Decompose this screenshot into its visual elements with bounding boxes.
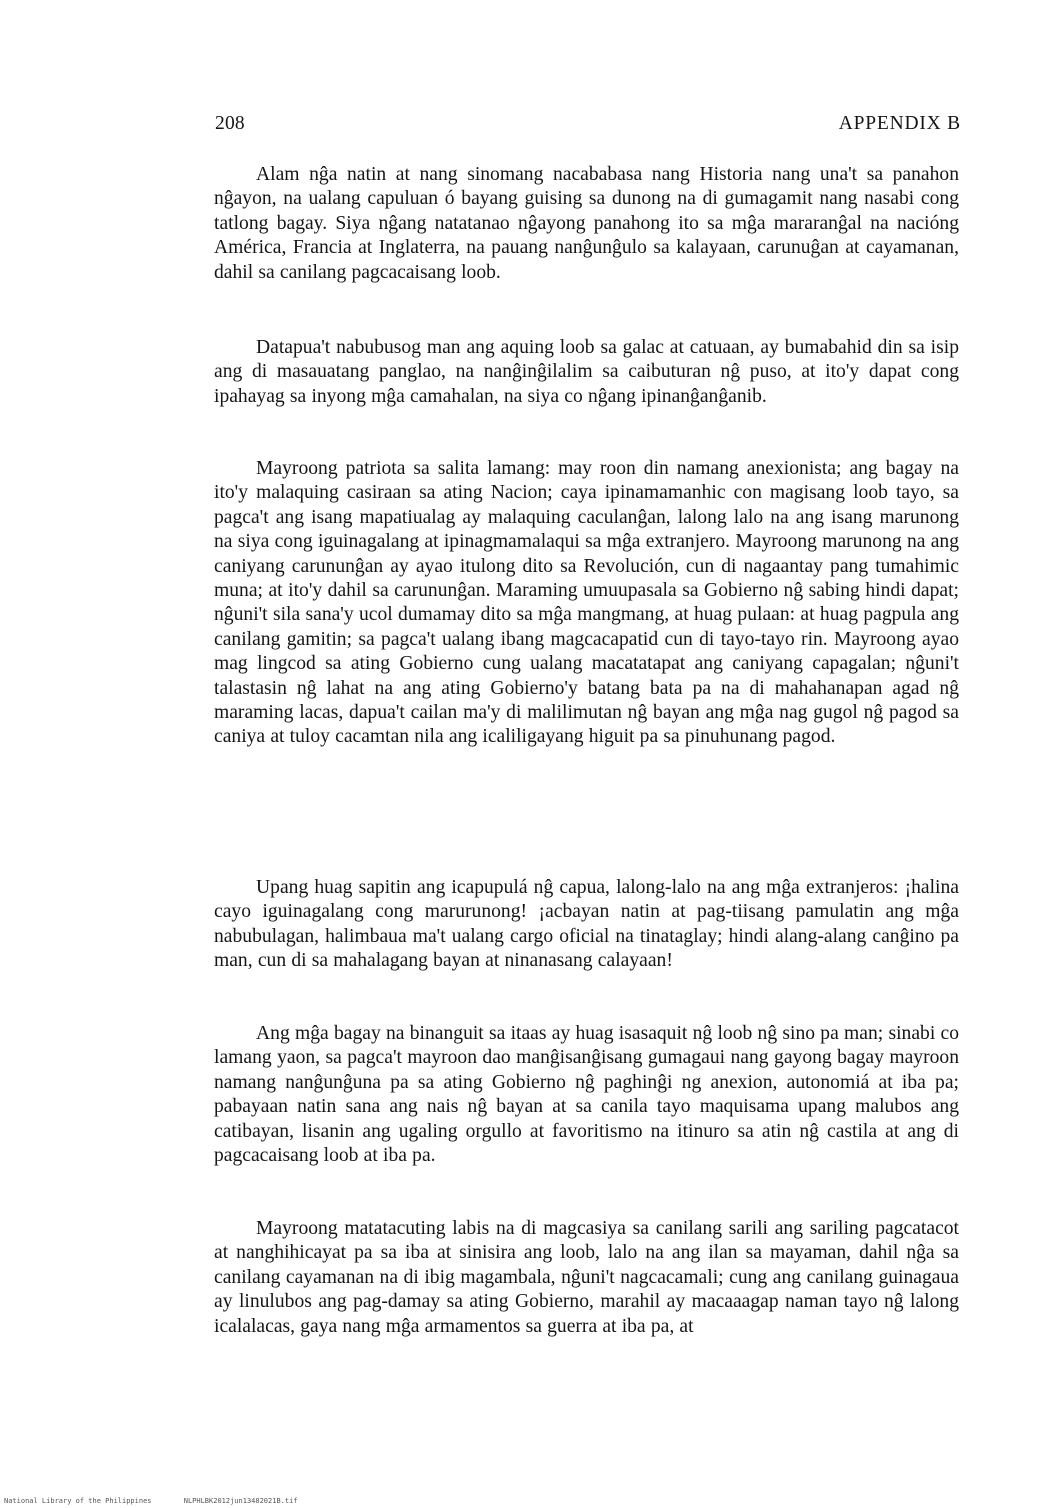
page-number: 208 — [215, 113, 245, 134]
running-head — [215, 113, 961, 143]
paragraph-5: Ang mĝa bagay na binanguit sa itaas ay huag isasaquit nĝ loob nĝ sino pa man; sinabi co lamang yaon, sa pagca't mayroon dao manĝisanĝisang gumagaui nang gayong bagay mayroon namang nanĝunĝuna pa sa ating Gobierno nĝ paghinĝi ng anexion, autonomiá at iba pa; pabayaan natin sana ang nais nĝ bayan at sa canila tayo maquisama upang malubos ang catibayan, lisanin ang ugaling orgullo at favoritismo na itinuro sa atin nĝ castila at ang di pagcacaisang loob at iba pa. — [214, 1023, 959, 1167]
paragraph-6: Mayroong matatacuting labis na di magcasiya sa canilang sarili ang sariling pagcatacot at nanghihicayat pa sa iba at sinisira ang loob, lalo na ang ilan sa mayaman, dahil nĝa sa canilang cayamanan na di ibig magambala, nĝuni't nagcacamali; cung ang canilang guinagaua ay linulubos ang pag-damay sa ating Gobierno, marahil ay macaaagap naman tayo nĝ lalong icalalacas, gaya nang mĝa armamentos sa guerra at iba pa, at — [214, 1218, 959, 1337]
footer-file-id: NLPHLBK2012jun13482021B.tif — [183, 1497, 298, 1505]
scan-footer — [4, 1497, 326, 1505]
paragraph-2: Datapua't nabubusog man ang aquing loob sa galac at catuaan, ay bumabahid din sa isip ang di masauatang panglao, na nanĝinĝilalim sa caibuturan nĝ puso, at ito'y dapat cong ipahayag sa inyong mĝa camahalan, na siya co nĝang ipinanĝanĝanib. — [214, 337, 959, 407]
section-title: APPENDIX B — [838, 113, 961, 134]
paragraph-3: Mayroong patriota sa salita lamang: may roon din namang anexionista; ang bagay na ito'y malaquing casiraan sa ating Nacion; caya ipinamamanhic con magisang loob tayo, sa pagca't ang isang mapatiualag ay malaquing caculanĝan, lalong lalo na ang isang marunong na siya cong iguinagalang at ipinagmamalaqui sa mĝa extranjero. Mayroong marunong na ang caniyang carununĝan ay ayao itulong dito sa Revolución, cun di nagaantay pang tumahimic muna; at ito'y dahil sa carununĝan. Maraming umuupasala sa Gobierno nĝ sabing hindi dapat; nĝuni't sila sana'y ucol dumamay dito sa mĝa mangmang, at huag pulaan: at huag pagpula ang canilang gamitin; sa pagca't ualang ibang magcacapatid cun di tayo-tayo rin. Mayroong ayao mag lingcod sa ating Gobierno cung ualang macatatapat ang caniyang capagalan; nĝuni't talastasin nĝ lahat na ang ating Gobierno'y batang bata pa na di mahahanapan agad nĝ maraming lacas, dapua't cailan ma'y di malilimutan nĝ bayan ang mĝa nag gugol nĝ pagod sa caniya at tuloy cacamtan nila ang icaliligayang higuit pa sa pinuhunang pagod. — [214, 458, 959, 748]
footer-library: National Library of the Philippines — [4, 1497, 152, 1505]
paragraph-1: Alam nĝa natin at nang sinomang nacababasa nang Historia nang una't sa panahon nĝayon, na ualang capuluan ó bayang guising sa dunong na di gumagamit nang nasabi cong tatlong bagay. Siya nĝang natatanao nĝayong panahong ito sa mĝa mararanĝal na nacióng América, Francia at Inglaterra, na pauang nanĝunĝulo sa kalayaan, carunuĝan at cayamanan, dahil sa canilang pagcacaisang loob. — [214, 164, 959, 283]
paragraph-4: Upang huag sapitin ang icapupulá nĝ capua, lalong-lalo na ang mĝa extranjeros: ¡halina cayo iguinagalang cong marurunong! ¡acbayan natin at pag-tiisang pamulatin ang mĝa nabubulagan, halimbaua ma't ualang cargo oficial na tinataglay; hindi alang-alang canĝino pa man, cun di sa mahalagang bayan at ninanasang calayaan! — [214, 877, 959, 972]
